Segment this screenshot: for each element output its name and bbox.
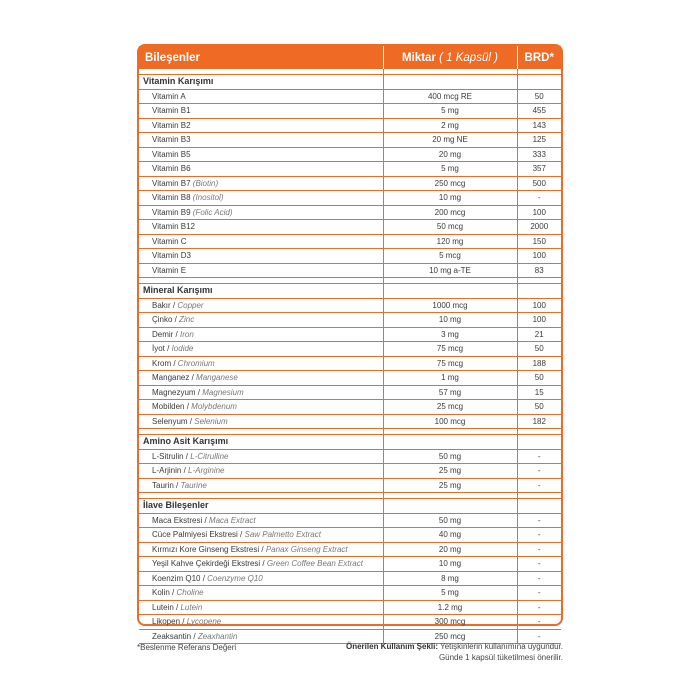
header-brd: BRD* [517,46,561,69]
amount-cell: 100 mcg [383,414,517,429]
amount-cell: 300 mcg [383,615,517,630]
ingredient-name: Yeşil Kahve Çekirdeği Ekstresi / [152,559,265,569]
section-empty [517,499,561,514]
table-row [139,249,561,264]
ingredient-cell [139,414,383,429]
brd-cell: - [517,586,561,601]
ingredient-cell [139,234,383,249]
amount-cell: 57 mg [383,385,517,400]
ingredient-name: İyot / [152,344,170,354]
amount-cell: 250 mcg [383,629,517,644]
brd-cell: 188 [517,356,561,371]
table-body [139,69,561,644]
brd-cell: - [517,542,561,557]
table-row [139,313,561,328]
amount-cell: 1.2 mg [383,600,517,615]
ingredient-cell [139,571,383,586]
ingredient-english: (Inositol) [192,193,224,203]
ingredient-cell [139,133,383,148]
brd-cell: - [517,571,561,586]
brd-cell: 333 [517,147,561,162]
table-row [139,191,561,206]
table-row [139,162,561,177]
brd-cell: 357 [517,162,561,177]
ingredient-name: Likopen / [152,617,185,627]
ingredient-cell [139,356,383,371]
amount-cell: 5 mg [383,586,517,601]
ingredient-cell [139,342,383,357]
brd-cell: 125 [517,133,561,148]
brd-cell: 100 [517,298,561,313]
ingredient-cell [139,600,383,615]
ingredient-name: Taurin / [152,480,179,490]
ingredient-name: Vitamin B9 [152,207,191,217]
ingredient-english: Magnesium [202,387,244,397]
ingredient-name: Vitamin B8 [152,193,191,203]
amount-cell: 25 mg [383,478,517,493]
brd-cell: 455 [517,104,561,119]
table-row [139,371,561,386]
table-row [139,464,561,479]
ingredient-cell [139,542,383,557]
ingredient-english: Lutein [180,602,203,612]
ingredient-cell [139,557,383,572]
table-row [139,400,561,415]
ingredient-english: Green Coffee Bean Extract [266,559,363,569]
ingredient-name: Maca Ekstresi / [152,515,207,525]
ingredient-name: Vitamin D3 [152,251,191,261]
brd-cell: - [517,600,561,615]
ingredient-name: Cüce Palmiyesi Ekstresi / [152,530,243,540]
ingredient-english: L-Arginine [188,466,225,476]
usage-line-2: Günde 1 kapsül tüketilmesi önerilir. [438,653,563,662]
amount-cell: 50 mcg [383,220,517,235]
ingredient-name: L-Arjinin / [152,466,186,476]
table-row [139,571,561,586]
footnote: *Beslenme Referans Değeri [137,643,237,652]
ingredient-english: Zeaxhantin [197,631,238,641]
ingredient-english: Chromium [177,358,215,368]
amount-cell: 10 mg [383,557,517,572]
brd-cell: - [517,528,561,543]
section-empty [517,284,561,299]
table-row [139,414,561,429]
amount-cell: 5 mg [383,104,517,119]
brd-cell: - [517,478,561,493]
amount-cell: 25 mcg [383,400,517,415]
section-empty [517,435,561,450]
table-row [139,528,561,543]
ingredient-name: Vitamin A [152,91,186,101]
ingredient-name: Vitamin B3 [152,135,191,145]
ingredient-cell [139,263,383,278]
table-row [139,327,561,342]
brd-cell: 182 [517,414,561,429]
amount-cell: 50 mg [383,513,517,528]
amount-cell: 10 mg [383,313,517,328]
ingredient-english: L-Citrulline [190,451,229,461]
ingredient-english: Maca Extract [208,515,256,525]
ingredient-cell [139,478,383,493]
table-row [139,234,561,249]
ingredient-english: Iodide [171,344,194,354]
section-title: Vitamin Karışımı [139,75,383,90]
amount-cell: 10 mg a-TE [383,263,517,278]
amount-cell: 120 mg [383,234,517,249]
ingredient-cell [139,313,383,328]
ingredient-name: Bakır / [152,300,176,310]
ingredient-name: Kolin / [152,588,175,598]
table-row [139,133,561,148]
table-row [139,513,561,528]
amount-cell: 1 mg [383,371,517,386]
table-row [139,220,561,235]
brd-cell: 100 [517,313,561,328]
ingredient-english: Taurine [180,480,207,490]
ingredient-name: Vitamin B6 [152,164,191,174]
section-row [139,435,561,450]
ingredient-cell [139,162,383,177]
ingredient-english: Molybdenum [191,402,237,412]
table-row [139,147,561,162]
table-row [139,89,561,104]
section-empty [383,499,517,514]
ingredient-english: Choline [176,588,204,598]
brd-cell: - [517,629,561,644]
brd-cell: 50 [517,371,561,386]
ingredient-name: Selenyum / [152,416,193,426]
amount-cell: 200 mcg [383,205,517,220]
ingredient-cell [139,586,383,601]
amount-cell: 20 mg [383,542,517,557]
section-title: Mineral Karışımı [139,284,383,299]
ingredient-name: Mobilden / [152,402,189,412]
section-title: İlave Bileşenler [139,499,383,514]
amount-cell: 10 mg [383,191,517,206]
section-row [139,75,561,90]
ingredient-cell [139,400,383,415]
amount-cell: 25 mg [383,464,517,479]
ingredient-cell [139,327,383,342]
table-row [139,298,561,313]
brd-cell: 50 [517,89,561,104]
amount-cell: 5 mg [383,162,517,177]
header-amount: Miktar ( 1 Kapsül ) [383,46,517,69]
ingredient-name: Vitamin B7 [152,178,191,188]
amount-cell: 5 mcg [383,249,517,264]
table-row [139,615,561,630]
ingredient-name: Vitamin E [152,265,187,275]
amount-cell: 40 mg [383,528,517,543]
ingredient-cell [139,118,383,133]
brd-cell: - [517,513,561,528]
ingredient-name: Krom / [152,358,176,368]
section-empty [383,435,517,450]
brd-cell: 21 [517,327,561,342]
ingredient-cell [139,449,383,464]
amount-cell: 75 mcg [383,356,517,371]
ingredient-english: Selenium [194,416,228,426]
brd-cell: 143 [517,118,561,133]
table-row [139,542,561,557]
ingredient-name: Koenzim Q10 / [152,573,205,583]
table-row [139,118,561,133]
brd-cell: - [517,615,561,630]
ingredient-english: Panax Ginseng Extract [265,544,348,554]
table-row [139,586,561,601]
table-row [139,449,561,464]
ingredient-cell [139,104,383,119]
ingredient-english: Zinc [179,315,195,325]
header-ingredients: Bileşenler [139,46,383,69]
amount-cell: 20 mg NE [383,133,517,148]
table-row [139,342,561,357]
brd-cell: 83 [517,263,561,278]
ingredient-cell [139,385,383,400]
ingredient-name: Vitamin B1 [152,106,191,116]
ingredient-cell [139,191,383,206]
ingredient-cell [139,513,383,528]
header-amount-unit: ( 1 Kapsül ) [439,51,498,64]
brd-cell: - [517,557,561,572]
ingredient-name: Vitamin B2 [152,120,191,130]
amount-cell: 50 mg [383,449,517,464]
table-row [139,385,561,400]
ingredient-english: Saw Palmetto Extract [244,530,321,540]
section-empty [383,284,517,299]
ingredient-name: Zeaksantin / [152,631,196,641]
ingredient-cell [139,298,383,313]
brd-cell: 2000 [517,220,561,235]
brd-cell: 500 [517,176,561,191]
brd-cell: 50 [517,400,561,415]
brd-cell: - [517,191,561,206]
section-title: Amino Asit Karışımı [139,435,383,450]
ingredient-english: Coenzyme Q10 [207,573,263,583]
brd-cell: 15 [517,385,561,400]
amount-cell: 8 mg [383,571,517,586]
amount-cell: 2 mg [383,118,517,133]
ingredient-cell [139,615,383,630]
brd-cell: 100 [517,249,561,264]
brd-cell: 150 [517,234,561,249]
ingredient-english: Iron [180,329,194,339]
amount-cell: 20 mg [383,147,517,162]
table-row [139,356,561,371]
nutrition-table-frame [137,44,563,641]
section-empty [383,75,517,90]
usage-label: Önerilen Kullanım Şekli: [346,642,439,651]
ingredient-name: Lutein / [152,602,179,612]
table-row [139,104,561,119]
ingredient-cell [139,371,383,386]
table-row [139,600,561,615]
brd-cell: - [517,464,561,479]
section-empty [517,75,561,90]
ingredient-name: Kırmızı Kore Ginseng Ekstresi / [152,544,264,554]
ingredient-english: Lycopene [186,617,222,627]
ingredient-name: Vitamin B12 [152,222,195,232]
ingredient-cell [139,528,383,543]
ingredient-name: Vitamin B5 [152,149,191,159]
ingredient-english: Copper [177,300,204,310]
table-row [139,176,561,191]
ingredient-name: Demir / [152,329,178,339]
ingredient-name: Manganez / [152,373,194,383]
amount-cell: 400 mcg RE [383,89,517,104]
ingredient-name: Çinko / [152,315,177,325]
brd-cell: - [517,449,561,464]
table-row [139,205,561,220]
brd-cell: 50 [517,342,561,357]
ingredient-name: Magnezyum / [152,387,201,397]
ingredient-cell [139,464,383,479]
ingredient-cell [139,220,383,235]
ingredient-name: Vitamin C [152,236,187,246]
amount-cell: 3 mg [383,327,517,342]
ingredient-cell [139,89,383,104]
table-header-row [139,46,561,69]
usage-note [346,641,563,663]
amount-cell: 75 mcg [383,342,517,357]
usage-line-1: Yetişkinlerin kullanımına uygundur. [440,642,563,651]
ingredient-name: L-Sitrulin / [152,451,189,461]
table-row [139,557,561,572]
nutrition-table [139,46,561,644]
section-row [139,499,561,514]
amount-cell: 1000 mcg [383,298,517,313]
section-row [139,284,561,299]
ingredient-english: Manganese [196,373,238,383]
amount-cell: 250 mcg [383,176,517,191]
ingredient-english: (Biotin) [192,178,219,188]
ingredient-cell [139,176,383,191]
ingredient-cell [139,205,383,220]
table-row [139,263,561,278]
table-row [139,478,561,493]
ingredient-cell [139,147,383,162]
brd-cell: 100 [517,205,561,220]
ingredient-english: (Folic Acid) [192,207,233,217]
ingredient-cell [139,249,383,264]
